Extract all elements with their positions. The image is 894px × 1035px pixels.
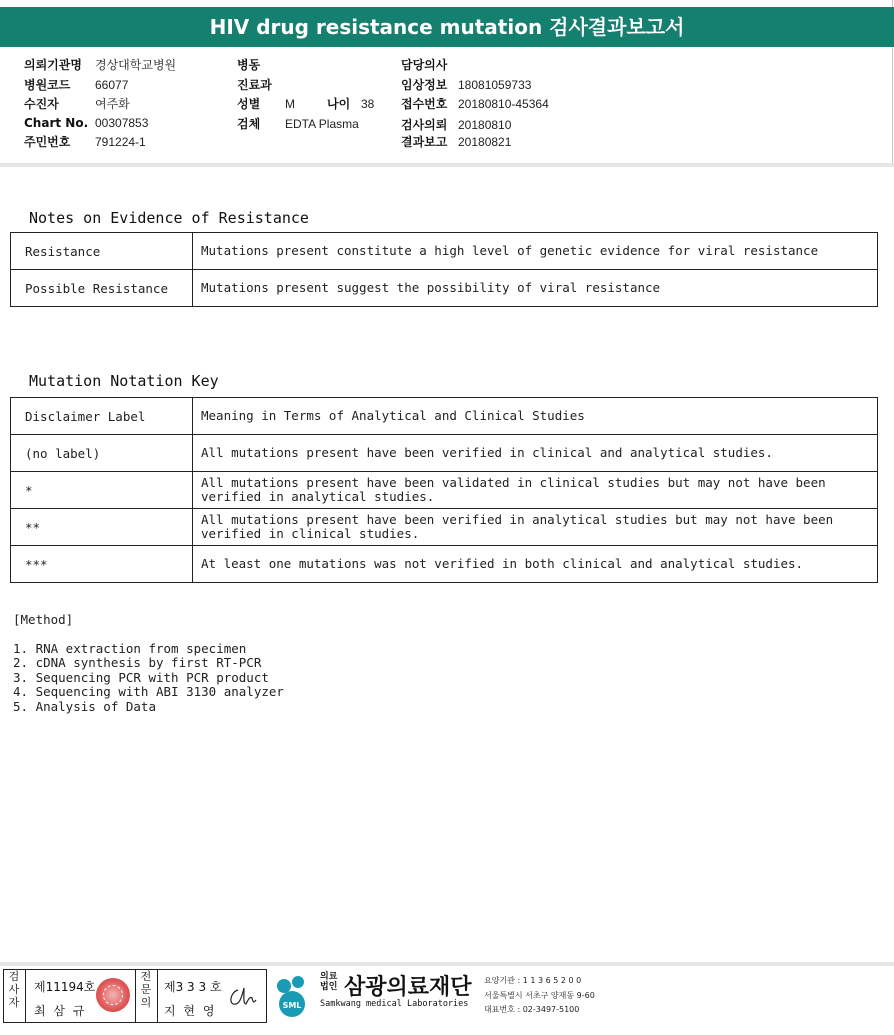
footer-divider (0, 962, 894, 966)
table-row (11, 233, 878, 270)
signature-icon (226, 982, 262, 1012)
key-desc: All mutations present have been verified in analytical studies but may not have been verified in clinical studies. (193, 509, 878, 546)
header-divider (0, 163, 894, 167)
sig-divider (157, 970, 158, 1022)
info-patient-name: 수진자 여주화 (24, 97, 130, 111)
org-institution-no: 요양기관 : 1 1 3 6 5 2 0 0 (484, 976, 582, 985)
info-specimen: 검체 EDTA Plasma (237, 117, 359, 131)
table-row (11, 546, 878, 583)
report-title: HIV drug resistance mutation 검사결과보고서 (0, 7, 894, 47)
method-step: 2. cDNA synthesis by first RT-PCR (13, 655, 262, 670)
tester-seal (96, 978, 130, 1012)
key-label: *** (11, 546, 193, 583)
method-section (13, 613, 284, 714)
table-row (11, 509, 878, 546)
key-desc: All mutations present have been verified in clinical and analytical studies. (193, 435, 878, 472)
key-label: Disclaimer Label (11, 398, 193, 435)
method-step: 5. Analysis of Data (13, 698, 156, 714)
tester-license: 제11194호 (34, 980, 96, 994)
key-section-title: Mutation Notation Key (29, 372, 219, 390)
method-title: [Method] (13, 612, 74, 627)
info-chart-no: Chart No. 00307853 (24, 116, 149, 130)
tester-name: 최 삼 규 (34, 1004, 87, 1018)
info-age: 나이 38 (327, 97, 375, 111)
notes-term: Resistance (11, 233, 193, 270)
info-sex: 성별 M (237, 97, 295, 111)
notes-section-title: Notes on Evidence of Resistance (29, 209, 309, 227)
sig-divider (25, 970, 26, 1022)
info-request-date: 검사의뢰 20180810 (401, 118, 512, 132)
table-row (11, 398, 878, 435)
notes-desc: Mutations present constitute a high level of genetic evidence for viral resistance (193, 233, 878, 270)
org-phone: 대표번호 : 02-3497-5100 (484, 1005, 580, 1014)
sml-logo-icon (272, 972, 318, 1018)
org-name: 삼광의료재단 (344, 975, 472, 1000)
info-department: 진료과 (237, 78, 272, 92)
method-step: 4. Sequencing with ABI 3130 analyzer (13, 684, 284, 699)
specialist-name: 지 현 영 (164, 1004, 217, 1018)
notes-desc: Mutations present suggest the possibility of viral resistance (193, 270, 878, 307)
info-hospital-code: 병원코드 66077 (24, 78, 129, 92)
method-step: 1. RNA extraction from specimen (13, 640, 247, 656)
key-desc: Meaning in Terms of Analytical and Clinical Studies (193, 398, 878, 435)
info-report-date: 결과보고 20180821 (401, 135, 512, 149)
org-english-name: Samkwang medical Laboratories (320, 999, 469, 1009)
specialist-label: 전문의 (140, 970, 152, 1009)
info-requesting-institution: 의뢰기관명 경상대학교병원 (24, 58, 177, 72)
org-address: 서울특별시 서초구 양재동 9-60 (484, 991, 595, 1000)
table-row (11, 270, 878, 307)
key-label: ** (11, 509, 193, 546)
key-label: (no label) (11, 435, 193, 472)
tester-label: 검사자 (8, 970, 20, 1009)
specialist-license: 제3 3 3 호 (164, 980, 222, 994)
method-step: 3. Sequencing PCR with PCR product (13, 669, 269, 685)
notes-table (10, 232, 878, 307)
signature-box (3, 969, 267, 1023)
info-accession-no: 접수번호 20180810-45364 (401, 97, 549, 111)
key-label: * (11, 472, 193, 509)
notes-term: Possible Resistance (11, 270, 193, 307)
logo-text: SML (282, 1001, 302, 1010)
key-desc: At least one mutations was not verified in both clinical and analytical studies. (193, 546, 878, 583)
info-resident-no: 주민번호 791224-1 (24, 135, 146, 149)
key-table (10, 397, 878, 583)
key-desc: All mutations present have been validated in clinical studies but may not have been verified in analytical studies. (193, 472, 878, 509)
info-clinical-info: 임상정보 18081059733 (401, 78, 532, 92)
table-row (11, 472, 878, 509)
table-row (11, 435, 878, 472)
org-prefix: 의료 법인 (320, 972, 338, 992)
info-ward: 병동 (237, 58, 261, 72)
info-physician: 담당의사 (401, 58, 448, 72)
